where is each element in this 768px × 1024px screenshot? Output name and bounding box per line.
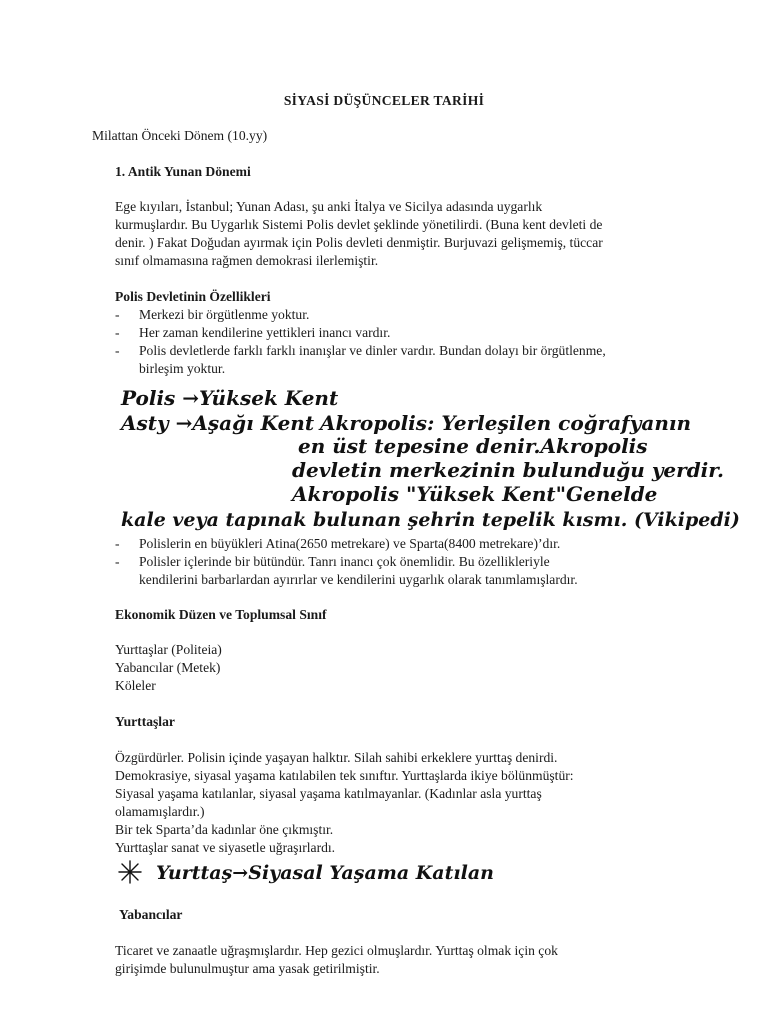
list-item-text: birleşim yoktur. — [139, 361, 226, 376]
list-dash: - — [115, 325, 120, 340]
antik-yunan-paragraph — [115, 198, 675, 270]
paragraph-line: Demokrasiye, siyasal yaşama katılabilen tek sınıftır. Yurttaşlarda ikiye bölünmüştür: — [115, 768, 574, 783]
list-item — [115, 553, 578, 589]
yurttaslar-heading: Yurttaşlar — [115, 714, 175, 729]
list-item-text: Polisler içlerinde bir bütündür. Tanrı inancı çok önemlidir. Bu özellikleriyle — [139, 554, 550, 569]
page-title: SİYASİ DÜŞÜNCELER TARİHİ — [283, 93, 485, 108]
paragraph-line: Bir tek Sparta’da kadınlar öne çıkmıştır. — [115, 822, 334, 837]
handwritten-note-line: Asty →Aşağı Kent — [121, 411, 315, 435]
handwritten-note-line: en üst tepesine denir.Akropolis — [298, 434, 648, 458]
paragraph-line: Ege kıyıları, İstanbul; Yunan Adası, şu anki İtalya ve Sicilya adasında uygarlık — [115, 199, 543, 214]
paragraph-line: Siyasal yaşama katılanlar, siyasal yaşama katılmayanlar. (Kadınlar asla yurttaş — [115, 786, 542, 801]
list-item — [115, 306, 606, 324]
list-item — [115, 342, 606, 378]
class-item: Yurttaşlar (Politeia) — [115, 642, 222, 657]
list-item-text: Polis devletlerde farklı farklı inanışlar ve dinler vardır. Bundan dolayı bir örgütlenme, — [139, 343, 606, 358]
polis-features-list — [115, 306, 606, 378]
handwritten-note-line: Yurttaş→Siyasal Yaşama Katılan — [156, 862, 494, 884]
yabancilar-heading: Yabancılar — [119, 907, 183, 922]
class-item: Köleler — [115, 678, 156, 693]
paragraph-line: Özgürdürler. Polisin içinde yaşayan halktır. Silah sahibi erkeklere yurttaş denirdi. — [115, 750, 558, 765]
yabancilar-paragraph — [115, 942, 675, 978]
yurttaslar-paragraph — [115, 749, 675, 857]
list-dash: - — [115, 307, 120, 322]
handwritten-note-line: Akropolis "Yüksek Kent"Genelde — [292, 482, 658, 506]
ekonomik-heading: Ekonomik Düzen ve Toplumsal Sınıf — [115, 607, 327, 622]
list-item-text: Polislerin en büyükleri Atina(2650 metrekare) ve Sparta(8400 metrekare)’dır. — [139, 536, 561, 551]
list-item-text: Her zaman kendilerine yettikleri inancı vardır. — [139, 325, 391, 340]
paragraph-line: olamamışlardır.) — [115, 804, 205, 819]
paragraph-line: Ticaret ve zanaatle uğraşmışlardır. Hep gezici olmuşlardır. Yurttaş olmak için çok — [115, 943, 558, 958]
paragraph-line: girişimde bulunulmuştur ama yasak getirilmiştir. — [115, 961, 380, 976]
handwritten-note-line: Polis →Yüksek Kent — [121, 386, 339, 410]
polis-facts-list — [115, 535, 578, 589]
paragraph-line: kurmuşlardır. Bu Uygarlık Sistemi Polis devlet şeklinde yönetilirdi. (Buna kent devleti de — [115, 217, 603, 232]
list-dash: - — [115, 554, 120, 569]
asterisk-icon — [118, 860, 142, 884]
list-dash: - — [115, 536, 120, 551]
list-item — [115, 324, 606, 342]
list-dash: - — [115, 343, 120, 358]
paragraph-line: Yurttaşlar sanat ve siyasetle uğraşırlardı. — [115, 840, 336, 855]
paragraph-line: denir. ) Fakat Doğudan ayırmak için Polis devleti denmiştir. Burjuvazi gelişmemiş, tüccar — [115, 235, 603, 250]
list-item — [115, 535, 578, 553]
period-label: Milattan Önceki Dönem (10.yy) — [92, 128, 268, 143]
list-item-text: kendilerini barbarlardan ayırırlar ve kendilerini uygarlık olarak tanımlamışlardır. — [139, 572, 578, 587]
class-item: Yabancılar (Metek) — [115, 660, 221, 675]
polis-heading: Polis Devletinin Özellikleri — [115, 289, 271, 304]
handwritten-note-line: Akropolis: Yerleşilen coğrafyanın — [320, 411, 692, 435]
handwritten-note-line: devletin merkezinin bulunduğu yerdir. — [292, 458, 724, 482]
section-heading-antik-yunan: 1. Antik Yunan Dönemi — [115, 164, 251, 179]
paragraph-line: sınıf olmamasına rağmen demokrasi ilerlemiştir. — [115, 253, 379, 268]
list-item-text: Merkezi bir örgütlenme yoktur. — [139, 307, 310, 322]
handwritten-note-line: kale veya tapınak bulunan şehrin tepelik kısmı. (Vikipedi) — [121, 509, 740, 531]
